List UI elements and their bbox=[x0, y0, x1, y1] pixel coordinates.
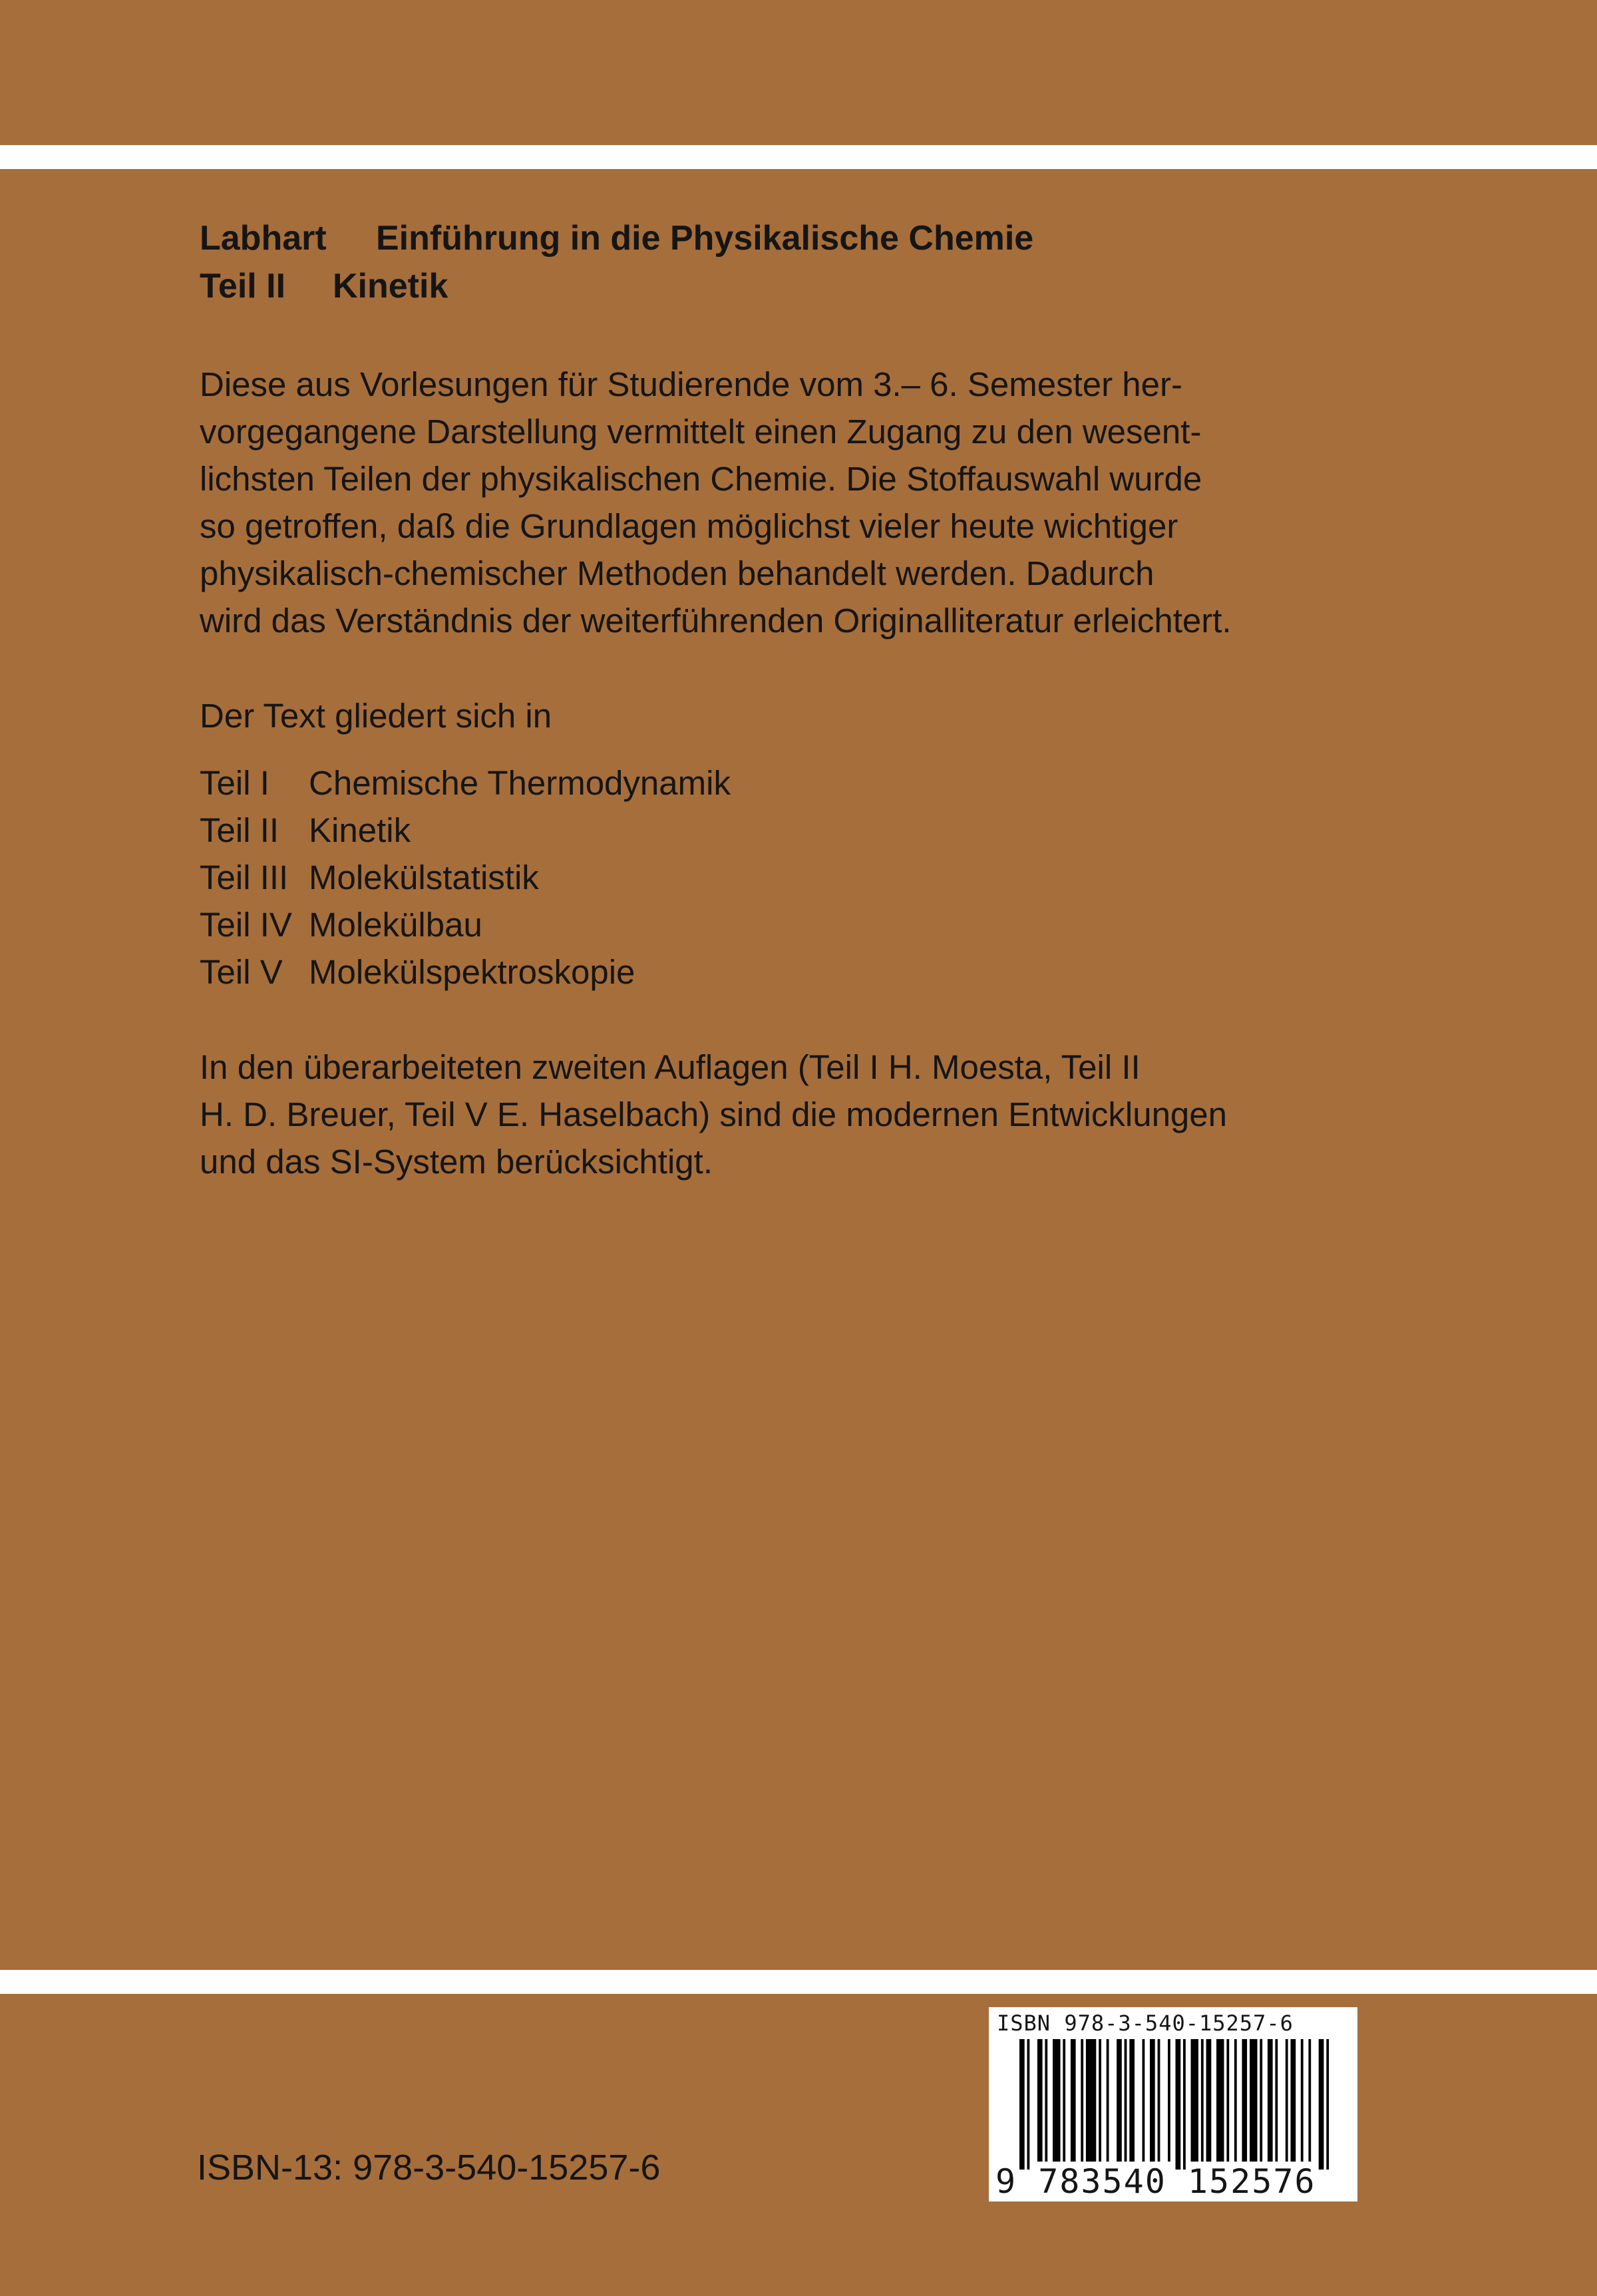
barcode-bar bbox=[1071, 2039, 1076, 2162]
intro-paragraph bbox=[200, 361, 1504, 644]
part-name: Molekülbau bbox=[309, 906, 482, 944]
barcode-bar bbox=[1250, 2039, 1258, 2162]
barcode-bar bbox=[1125, 2039, 1127, 2162]
intro-line: Diese aus Vorlesungen für Studierende vom 3.– 6. Semester her- bbox=[200, 365, 1182, 403]
barcode-bar bbox=[1143, 2039, 1145, 2162]
isbn-number: ISBN-13: 978-3-540-15257-6 bbox=[197, 2148, 661, 2188]
barcode-digits: 9 783540 152576 bbox=[995, 2162, 1316, 2201]
edition-line: In den überarbeiteten zweiten Auflagen (Teil I H. Moesta, Teil II bbox=[200, 1048, 1141, 1086]
barcode bbox=[989, 2007, 1357, 2201]
barcode-bar bbox=[1268, 2039, 1273, 2162]
barcode-bar bbox=[1326, 2039, 1329, 2170]
barcode-bar bbox=[1234, 2039, 1237, 2162]
list-item bbox=[200, 901, 1504, 948]
barcode-bar bbox=[1216, 2039, 1224, 2162]
barcode-bar bbox=[1183, 2039, 1186, 2170]
part-number: Teil II bbox=[200, 811, 279, 849]
bottom-stripe bbox=[0, 1970, 1597, 1994]
title-line bbox=[200, 214, 1504, 262]
barcode-bar bbox=[1086, 2039, 1096, 2162]
list-item bbox=[200, 854, 1504, 901]
barcode-bar bbox=[1201, 2039, 1204, 2162]
barcode-bar bbox=[1176, 2039, 1181, 2170]
edition-line: und das SI-System berücksichtigt. bbox=[200, 1143, 713, 1181]
barcode-bar bbox=[1099, 2039, 1101, 2162]
barcode-bar bbox=[1242, 2039, 1247, 2162]
barcode-bar bbox=[1286, 2039, 1288, 2162]
part-label: Teil II bbox=[200, 267, 286, 305]
intro-line: so getroffen, daß die Grundlagen möglichst vieler heute wichtiger bbox=[200, 507, 1178, 545]
parts-list bbox=[200, 759, 1504, 996]
author-name: Labhart bbox=[200, 219, 327, 258]
barcode-bar bbox=[1045, 2039, 1047, 2162]
part-number: Teil IV bbox=[200, 906, 292, 944]
barcode-bar bbox=[1150, 2039, 1155, 2162]
intro-line: physikalisch-chemischer Methoden behandelt werden. Dadurch bbox=[200, 554, 1154, 592]
intro-line: lichsten Teilen der physikalischen Chemie. Die Stoffauswahl wurde bbox=[200, 460, 1202, 498]
back-cover-content bbox=[200, 214, 1504, 1185]
part-name: Kinetik bbox=[309, 811, 411, 849]
part-number: Teil I bbox=[200, 764, 269, 802]
barcode-bar bbox=[1129, 2039, 1135, 2162]
barcode-bar bbox=[1308, 2039, 1311, 2162]
intro-line: vorgegangene Darstellung vermittelt einen Zugang zu den wesent- bbox=[200, 413, 1202, 451]
barcode-caption: ISBN 978-3-540-15257-6 bbox=[997, 2010, 1294, 2036]
book-title: Einführung in die Physikalische Chemie bbox=[376, 219, 1034, 258]
barcode-bar bbox=[1158, 2039, 1160, 2162]
intro-line: wird das Verständnis der weiterführenden Originalliteratur erleichtert. bbox=[200, 602, 1232, 640]
barcode-bar bbox=[1206, 2039, 1212, 2162]
part-name: Molekülstatistik bbox=[309, 859, 539, 896]
structure-intro: Der Text gliedert sich in bbox=[200, 697, 552, 735]
top-stripe bbox=[0, 145, 1597, 169]
barcode-bar bbox=[1319, 2039, 1324, 2170]
barcode-bar bbox=[1226, 2039, 1229, 2162]
barcode-bar bbox=[1291, 2039, 1296, 2162]
barcode-bar bbox=[1301, 2039, 1304, 2162]
barcode-bar bbox=[1117, 2039, 1122, 2162]
part-name: Molekülspektroskopie bbox=[309, 953, 635, 991]
barcode-bar bbox=[1053, 2039, 1061, 2162]
edition-line: H. D. Breuer, Teil V E. Haselbach) sind die modernen Entwicklungen bbox=[200, 1095, 1228, 1133]
part-number: Teil III bbox=[200, 859, 289, 896]
list-item bbox=[200, 948, 1504, 996]
part-name: Chemische Thermodynamik bbox=[309, 764, 731, 802]
barcode-bar bbox=[1019, 2039, 1025, 2170]
barcode-bar bbox=[1037, 2039, 1043, 2162]
barcode-bar bbox=[1260, 2039, 1262, 2162]
list-item bbox=[200, 759, 1504, 807]
part-number: Teil V bbox=[200, 953, 283, 991]
barcode-bar bbox=[1027, 2039, 1030, 2170]
barcode-bar bbox=[1107, 2039, 1109, 2162]
barcode-bar bbox=[1063, 2039, 1065, 2162]
book-subtitle: Kinetik bbox=[333, 267, 448, 305]
subtitle-line bbox=[200, 262, 1504, 310]
barcode-bar bbox=[1191, 2039, 1199, 2162]
barcode-bar bbox=[1275, 2039, 1278, 2162]
barcode-bar bbox=[1168, 2039, 1170, 2162]
edition-paragraph bbox=[200, 1044, 1504, 1185]
list-item bbox=[200, 807, 1504, 854]
barcode-bar bbox=[1081, 2039, 1083, 2162]
